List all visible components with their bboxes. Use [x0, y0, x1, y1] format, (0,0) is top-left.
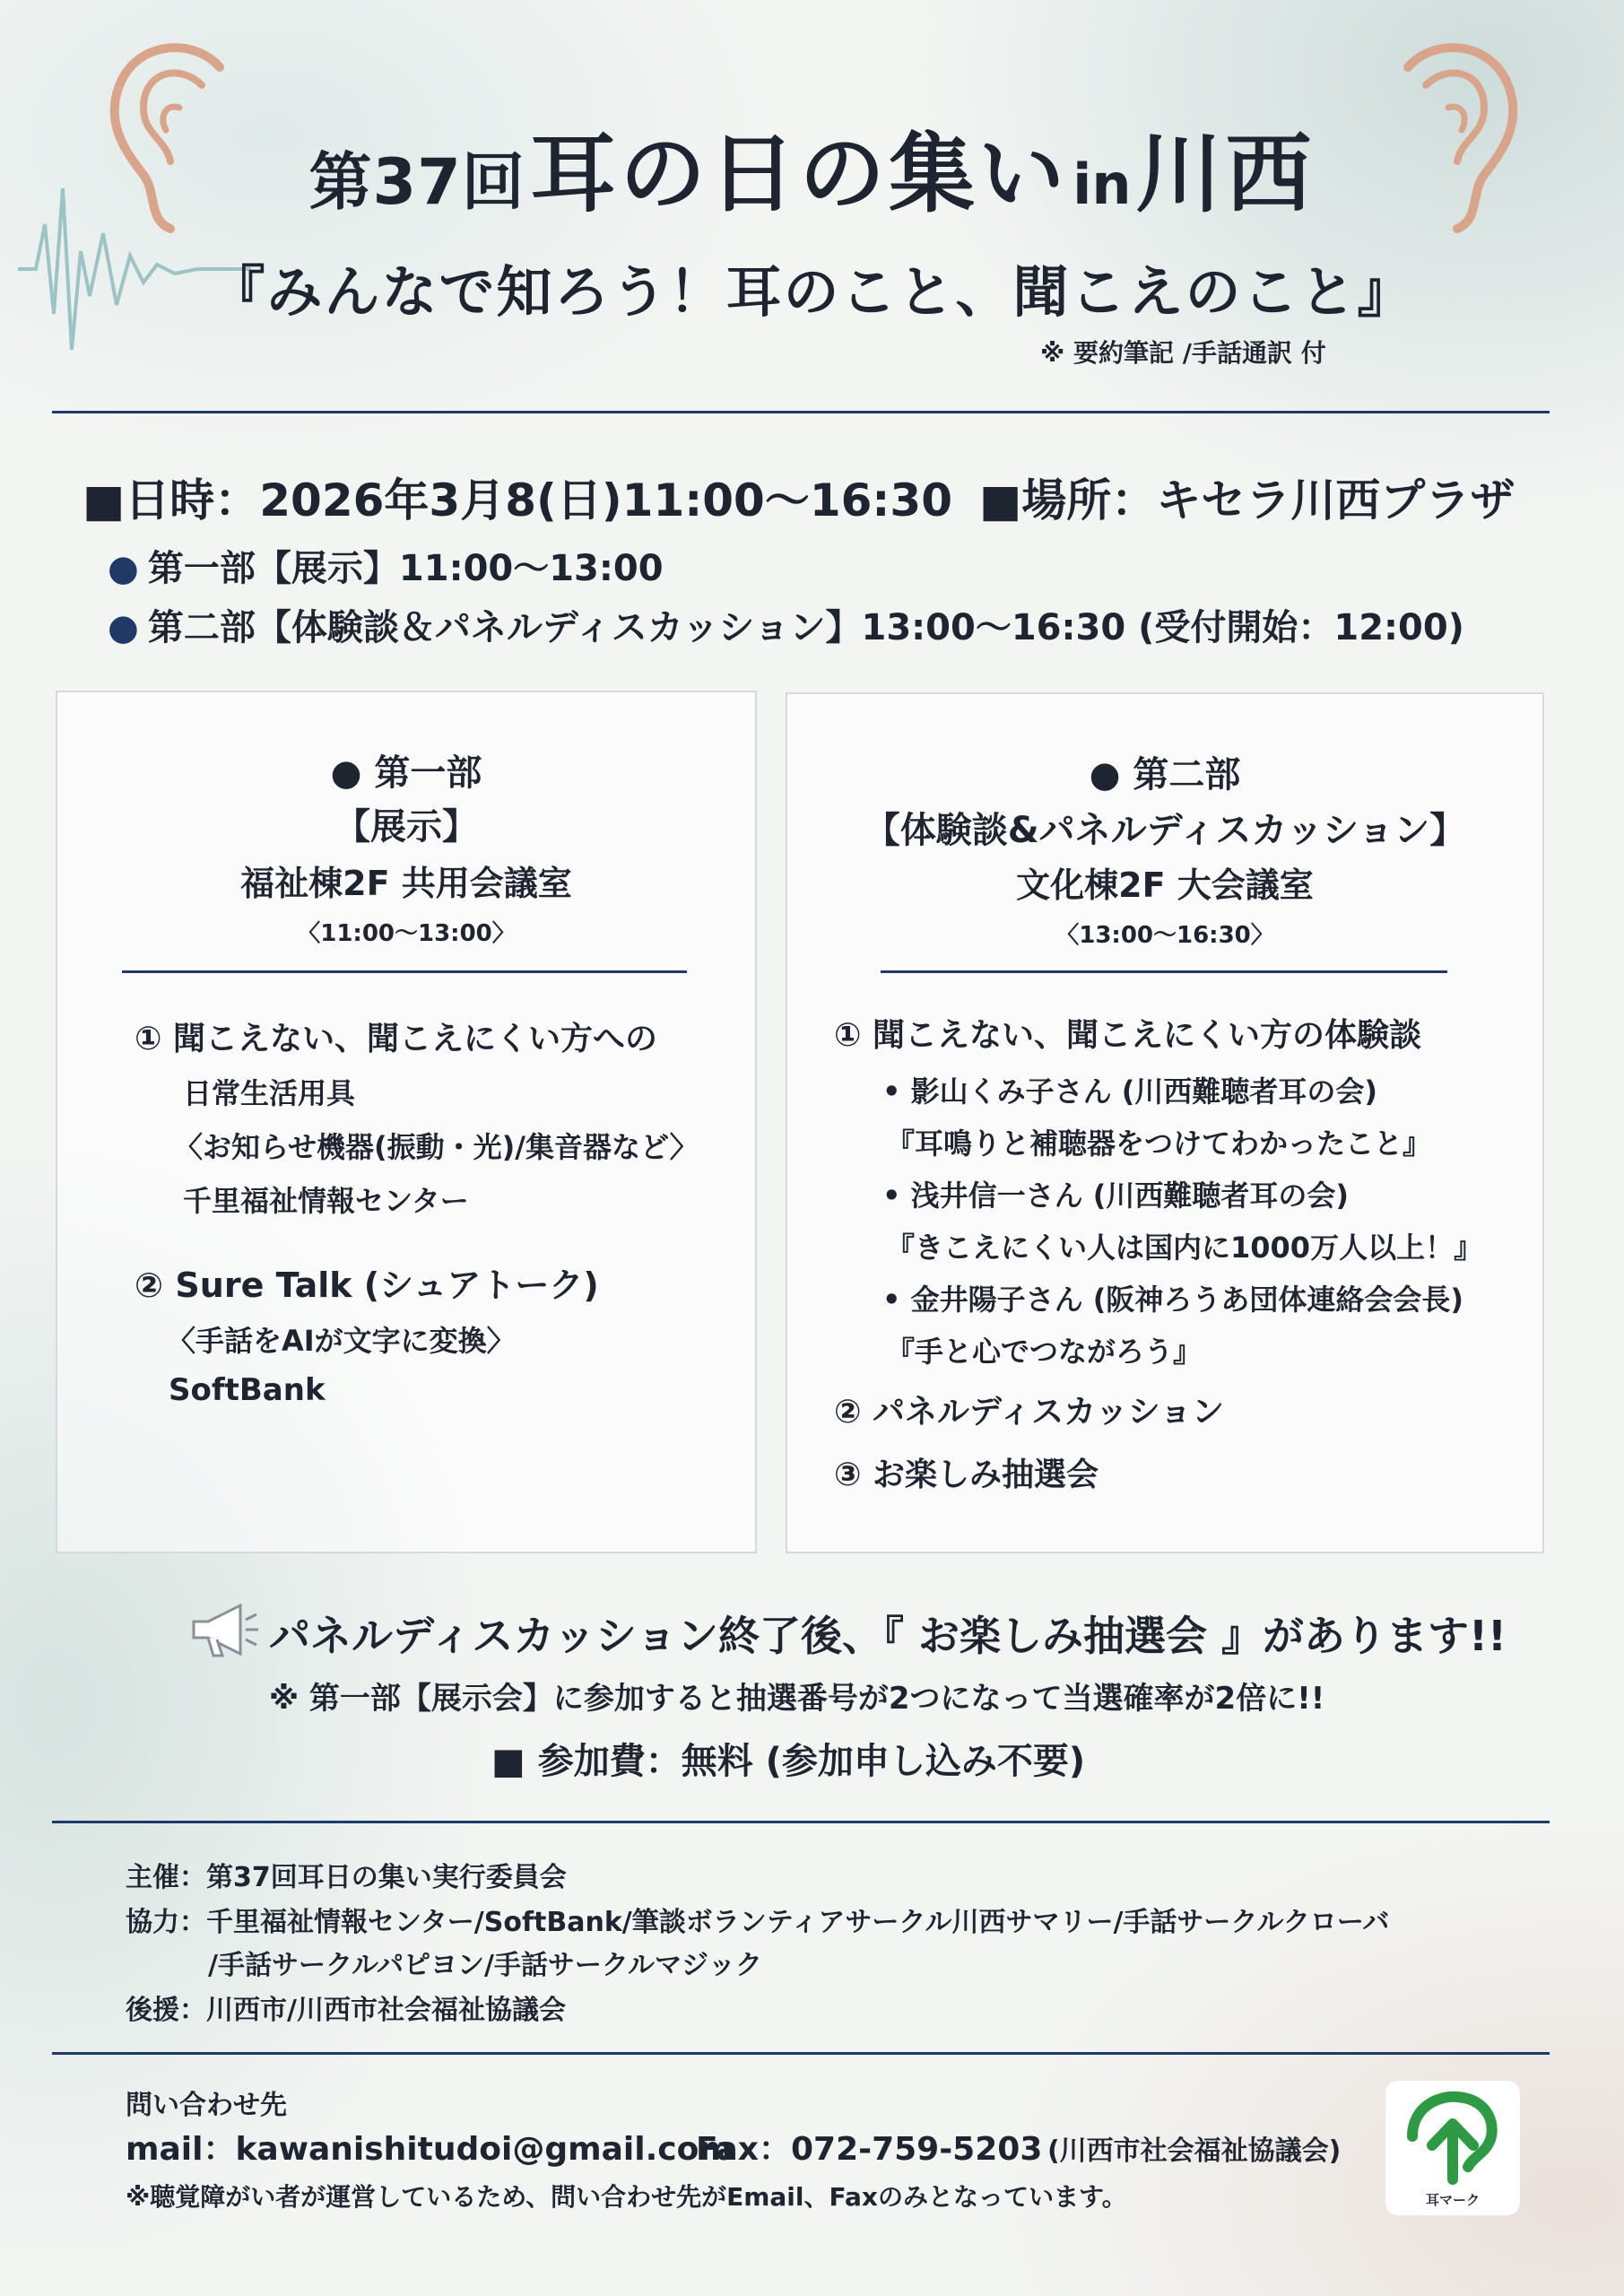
part1-subtitle: 【展示】: [334, 806, 478, 848]
bullet-icon: ●: [108, 548, 139, 589]
part1-summary: ● 第一部【展示】11:00〜13:00: [108, 548, 664, 589]
contact-fax: Fax：072-759-5203 (川西市社会福祉協議会): [696, 2131, 1342, 2168]
part2-item: ② パネルディスカッション: [834, 1394, 1225, 1431]
contact-note: ※聴覚障がい者が運営しているため、問い合わせ先がEmail、Faxのみとなっています。: [126, 2182, 1127, 2212]
fee-text: ■ 参加費：無料 (参加申し込み不要): [491, 1741, 1086, 1782]
megaphone-icon: [188, 1598, 260, 1661]
part1-room: 福祉棟2F 共用会議室: [240, 864, 572, 903]
part2-item: 『手と心でつながろう』: [886, 1335, 1203, 1369]
part2-item: 『きこえにくい人は国内に1000万人以上！』: [886, 1231, 1483, 1265]
cooperation-text-cont: /手話サークルパピヨン/手話サークルマジック: [208, 1950, 763, 1981]
part2-item: • 浅井信一さん (川西難聴者耳の会): [882, 1178, 1349, 1213]
event-title: [0, 106, 1624, 229]
part2-item: 『耳鳴りと補聴器をつけてわかったこと』: [886, 1126, 1432, 1161]
header-divider: [52, 411, 1550, 413]
interpretation-note: ※ 要約筆記 /手話通訳 付: [1040, 338, 1326, 368]
edition-label: 第37回: [308, 145, 525, 219]
part2-item: ③ お楽しみ抽選会: [834, 1457, 1099, 1493]
datetime-text: ■日時：2026年3月8(日)11:00〜16:30: [83, 474, 952, 526]
ear-mark-icon: [1385, 2081, 1520, 2188]
support-text: 後援：川西市/川西市社会福祉協議会: [126, 1995, 566, 2026]
part2-label: ● 第二部: [1089, 754, 1241, 796]
part2-subtitle: 【体験談&パネルディスカッション】: [864, 810, 1466, 851]
title-place: 川西: [1135, 124, 1316, 224]
bullet-icon: ●: [108, 607, 139, 648]
ear-mark-label: 耳マーク: [1425, 2192, 1480, 2208]
part1-item: 日常生活用具: [183, 1076, 356, 1110]
part1-box: [56, 691, 757, 1553]
cooperation-text: 協力：千里福祉情報センター/SoftBank/筆談ボランティアサークル川西サマリー/手話サークルクローバ: [126, 1907, 1390, 1938]
part1-time: 〈11:00〜13:00〉: [297, 920, 516, 947]
part1-item: SoftBank: [169, 1372, 326, 1408]
contact-divider: [52, 2052, 1550, 2055]
part1-item: 〈手話をAIが文字に変換〉: [167, 1324, 516, 1358]
host-text: 主催：第37回耳日の集い実行委員会: [126, 1862, 567, 1893]
venue-text: ■場所：キセラ川西プラザ: [979, 474, 1515, 526]
title-main: 耳の日の集い: [529, 124, 1068, 224]
part1-item: ① 聞こえない、聞こえにくい方への: [135, 1021, 658, 1057]
lottery-note: ※ 第一部【展示会】に参加すると抽選番号が2つになって当選確率が2倍に!!: [269, 1681, 1325, 1717]
part2-item: • 金井陽子さん (阪神ろうあ団体連絡会会長): [882, 1283, 1463, 1317]
part2-item: • 影山くみ子さん (川西難聴者耳の会): [882, 1074, 1377, 1109]
part1-item: 〈お知らせ機器(振動・光)/集音器など〉: [174, 1130, 699, 1164]
title-in: in: [1073, 152, 1132, 217]
part2-time: 〈13:00〜16:30〉: [1055, 922, 1274, 949]
contact-heading: 問い合わせ先: [126, 2090, 287, 2121]
part2-summary: ● 第二部【体験談＆パネルディスカッション】13:00〜16:30 (受付開始：12:00): [108, 607, 1464, 648]
part1-label: ● 第一部: [330, 752, 482, 794]
part1-item: ② Sure Talk (シュアトーク): [135, 1265, 599, 1305]
contact-mail: mail：kawanishitudoi@gmail.com: [126, 2131, 733, 2168]
part2-box: [786, 692, 1544, 1553]
part2-divider: [881, 970, 1447, 973]
part2-room: 文化棟2F 大会議室: [1016, 865, 1314, 905]
organizers-divider: [52, 1821, 1550, 1823]
part1-divider: [122, 970, 687, 973]
part2-item: ① 聞こえない、聞こえにくい方の体験談: [834, 1017, 1422, 1054]
lottery-headline: パネルディスカッション終了後、『 お楽しみ抽選会 』があります!!: [269, 1612, 1507, 1660]
ear-mark-badge: [1385, 2081, 1520, 2215]
part1-item: 千里福祉情報センター: [183, 1184, 469, 1218]
event-subtitle: 『みんなで知ろう！耳のこと、聞こえのこと』: [209, 259, 1415, 325]
